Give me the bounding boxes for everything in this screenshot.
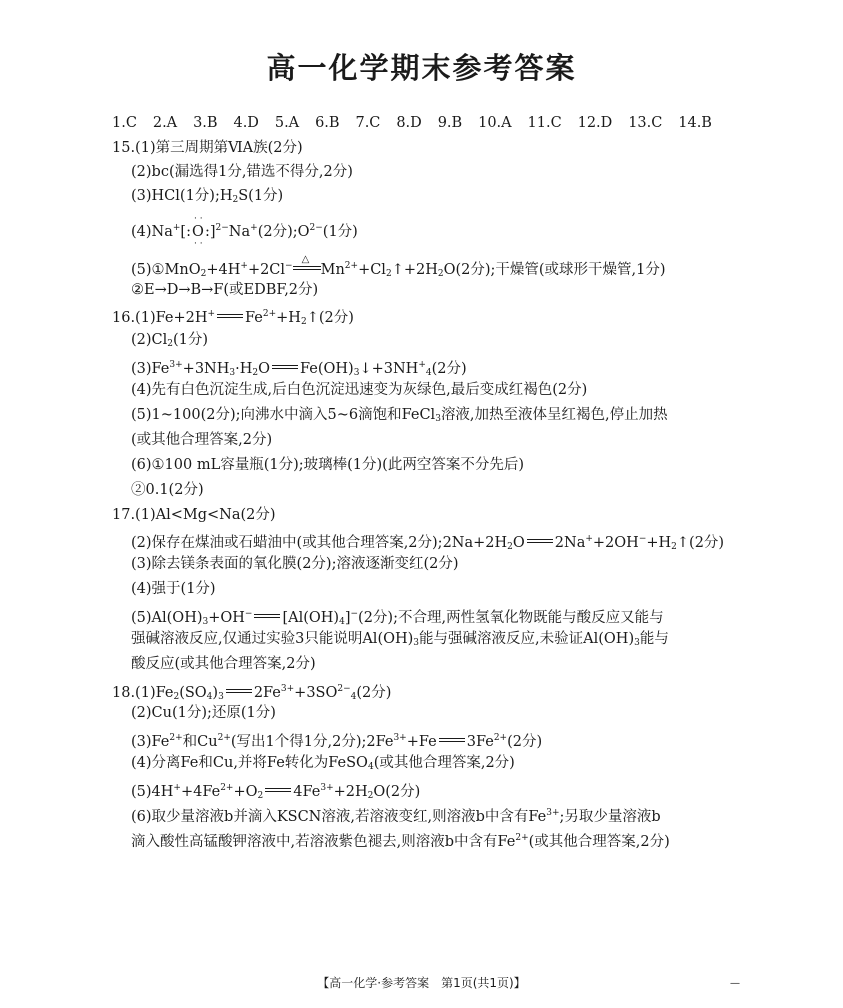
q17-line-6: 强碱溶液反应,仅通过实验3只能说明$Al(OH)_3$能与强碱溶液反应,未验证$Al(OH)_3$能与	[131, 631, 669, 648]
mc-answer: 11.C	[527, 115, 562, 131]
mc-answer: 4.D	[233, 115, 259, 131]
q16-line-4: (4)先有白色沉淀生成,后白色沉淀迅速变为灰绿色,最后变成红褐色(2分)	[131, 382, 588, 398]
q17-line-4: (4)强于(1分)	[131, 581, 216, 597]
q16-line-3: $(3)Fe^{3+}+3NH_3\cdot H_2O$ $Fe(OH)_3↓+3NH^+_4(2$分)	[131, 360, 467, 378]
multiple-choice-answers	[112, 114, 712, 132]
q15-line-6: ②E→D→B→F(或EDBF,2分)	[131, 282, 319, 298]
q18-line-3: $(3)Fe^{2+}$和$Cu^{2+}$(写出1个得1分,2分)$;2Fe^{3+}+Fe$ $3Fe^{2+}(2$分)	[131, 733, 543, 750]
q18-line-4: (4)分离Fe和Cu,并将Fe转化为FeSO$_4$(或其他合理答案,2分)	[131, 755, 515, 772]
q16-line-7: (6)①100 mL容量瓶(1分);玻璃棒(1分)(此两空答案不分先后)	[131, 457, 524, 473]
q15-line-5: (5)①MnO$_2$+4H++2Cl− △ $Mn^{2+}+Cl_2↑+2H_2O(2$分);干燥管(或球形干燥管,1分)	[131, 254, 666, 279]
mc-answer: 9.B	[437, 115, 463, 131]
mc-answer: 5.A	[274, 115, 300, 131]
mc-answer: 8.D	[396, 115, 422, 131]
electron-dot-oxygen: · · O · ·	[192, 214, 204, 249]
mc-answer: 13.C	[628, 115, 663, 131]
q18-line-2: (2)Cu(1分);还原(1分)	[131, 705, 276, 721]
q17-line-5: $(5)Al(OH)_3+OH^-$ $[Al(OH)_4]^-(2$分);不合理,两性氢氧化物既能与酸反应又能与	[131, 609, 664, 627]
q17-line-3: (3)除去镁条表面的氧化膜(2分);溶液逐渐变红(2分)	[131, 556, 459, 572]
q18-line-5: $(5)4H^++4Fe^{2+}+O_2$ $4Fe^{3+}+2H_2O(2$分)	[131, 783, 421, 801]
mc-answer: 1.C	[112, 115, 137, 131]
q16-line-2: $(2)Cl_2(1$分)	[131, 332, 209, 349]
q16-line-8: ②0.1(2分)	[131, 482, 204, 498]
q18-line-6: (6)取少量溶液b并滴入KSCN溶液,若溶液变红,则溶液b中含有$Fe^{3+}$;另取少量溶液b	[131, 808, 661, 825]
q17-line-2: (2)保存在煤油或石蜡油中(或其他合理答案,2分)$;2Na+2H_2O$ $2Na^++2OH^-+H_2↑(2$分)	[131, 534, 725, 552]
q18-line-1: $18.(1)Fe_2(SO_4)_3$ $2Fe^{3+}+3SO^{2-}_4(2$分)	[112, 684, 392, 702]
mc-answer: 14.B	[678, 115, 712, 131]
q16-line-5: (5)1~100(2分);向沸水中滴入5~6滴饱和FeCl$_3$溶液,加热至液体呈红褐色,停止加热	[131, 407, 668, 424]
mc-answer: 6.B	[315, 115, 340, 131]
q15-line-4: (4)Na+[: · · O · · :]$^{2-}$Na+(2分)$;O^{2-}(1$分)	[131, 214, 358, 249]
q18-line-7: 滴入酸性高锰酸钾溶液中,若溶液紫色褪去,则溶液b中含有$Fe^{2+}$(或其他合理答案,2分)	[131, 833, 670, 850]
q15-line-2: (2)bc(漏选得1分,错选不得分,2分)	[131, 164, 353, 180]
q15-line-3: (3)HCl(1分)$;H_2S(1$分)	[131, 188, 284, 205]
heating-equals-sign: △	[293, 261, 321, 279]
mc-answer: 10.A	[478, 115, 512, 131]
corner-mark: —	[730, 978, 740, 989]
q15-line-1: 15.(1)第三周期第ⅥA族(2分)	[112, 140, 303, 156]
q16-line-6: (或其他合理答案,2分)	[131, 432, 273, 448]
mc-answer: 12.D	[577, 115, 613, 131]
mc-answer: 7.C	[355, 115, 381, 131]
mc-answer: 3.B	[193, 115, 218, 131]
page-title: 高一化学期末参考答案	[266, 51, 577, 85]
mc-answer: 2.A	[152, 115, 178, 131]
q16-line-1: 16.(1)Fe+2H+ $Fe^{2+}+H_2↑(2$分)	[112, 309, 354, 327]
page-footer: 【高一化学·参考答案 第1页(共1页)】	[317, 976, 526, 990]
q17-line-1: 17.(1)Al<Mg<Na(2分)	[112, 507, 276, 523]
q17-line-7: 酸反应(或其他合理答案,2分)	[131, 656, 316, 672]
